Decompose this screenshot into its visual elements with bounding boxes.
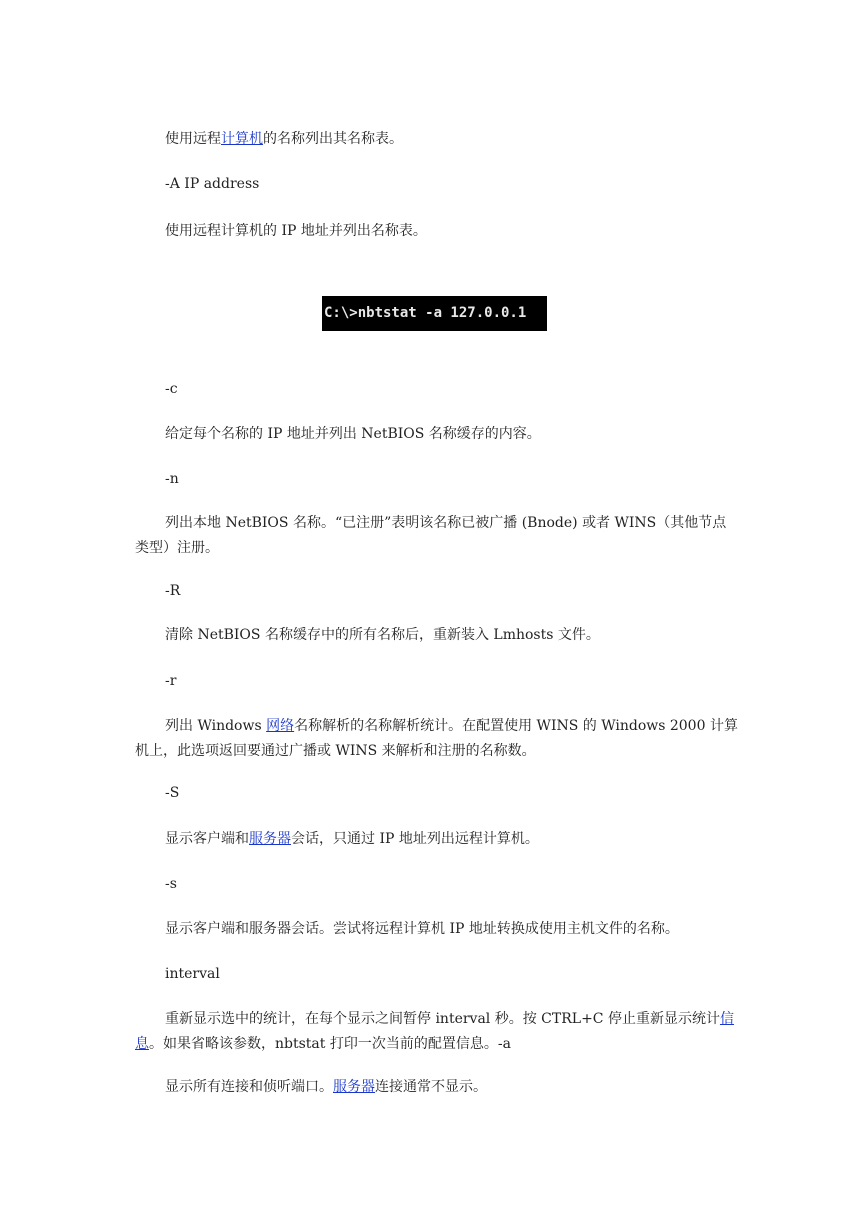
paragraph-text: 连接通常不显示。: [375, 1079, 487, 1095]
paragraph-p7: [135, 511, 739, 561]
paragraph-text: 使用远程: [165, 131, 221, 147]
paragraph-text: 会话，只通过 IP 地址列出远程计算机。: [291, 831, 539, 847]
paragraph-text: 显示所有连接和侦听端口。: [165, 1079, 333, 1095]
paragraph-p16: [135, 962, 739, 987]
paragraph-text: -A IP address: [165, 176, 260, 192]
paragraph-p14: [135, 872, 739, 897]
paragraph-text: -n: [165, 471, 179, 487]
paragraph-text: 重新显示选中的统计，在每个显示之间暂停 interval 秒。按 CTRL+C 停止重新显示统计: [165, 1011, 720, 1027]
paragraph-p3: [135, 219, 739, 244]
paragraph-text: 清除 NetBIOS 名称缓存中的所有名称后，重新装入 Lmhosts 文件。: [165, 627, 600, 643]
paragraph-p15: [135, 917, 739, 942]
paragraph-p10: [135, 669, 739, 694]
paragraph-text: 给定每个名称的 IP 地址并列出 NetBIOS 名称缓存的内容。: [165, 426, 541, 442]
paragraph-text: -r: [165, 673, 177, 689]
paragraph-text: 列出本地 NetBIOS 名称。“已注册”表明该名称已被广播 (Bnode) 或者 WINS（其他节点类型）注册。: [135, 515, 727, 556]
paragraph-p6: [135, 467, 739, 492]
hyperlink[interactable]: 服务器: [249, 831, 291, 847]
paragraph-text: 显示客户端和: [165, 831, 249, 847]
paragraph-p5: [135, 422, 739, 447]
paragraph-p12: [135, 781, 739, 806]
paragraph-p4: [135, 377, 739, 402]
paragraph-p18: [135, 1075, 739, 1100]
paragraph-p11: [135, 714, 739, 764]
paragraph-text: 的名称列出其名称表。: [263, 131, 403, 147]
hyperlink[interactable]: 网络: [266, 718, 295, 734]
paragraph-text: -R: [165, 583, 181, 599]
paragraph-p8: [135, 579, 739, 604]
paragraph-text: 使用远程计算机的 IP 地址并列出名称表。: [165, 223, 427, 239]
paragraph-text: -s: [165, 876, 177, 892]
paragraph-p17: [135, 1007, 739, 1057]
paragraph-p1: [135, 127, 739, 152]
paragraph-p9: [135, 623, 739, 648]
paragraph-text: 列出 Windows: [165, 718, 267, 734]
paragraph-text: 。如果省略该参数，nbtstat 打印一次当前的配置信息。-a: [149, 1036, 511, 1052]
paragraph-text: interval: [165, 966, 220, 982]
paragraph-text: -S: [165, 785, 180, 801]
paragraph-p2: [135, 172, 739, 197]
hyperlink[interactable]: 服务器: [333, 1079, 375, 1095]
paragraph-p13: [135, 827, 739, 852]
paragraph-text: 显示客户端和服务器会话。尝试将远程计算机 IP 地址转换成使用主机文件的名称。: [165, 921, 679, 937]
hyperlink[interactable]: 信息: [135, 1011, 734, 1052]
hyperlink[interactable]: 计算机: [221, 131, 263, 147]
paragraph-text: -c: [165, 381, 178, 397]
command-screenshot: C:\>nbtstat -a 127.0.0.1: [322, 296, 547, 331]
paragraph-text: 名称解析的名称解析统计。在配置使用 WINS 的 Windows 2000 计算机上，此选项返回要通过广播或 WINS 来解析和注册的名称数。: [135, 718, 738, 759]
